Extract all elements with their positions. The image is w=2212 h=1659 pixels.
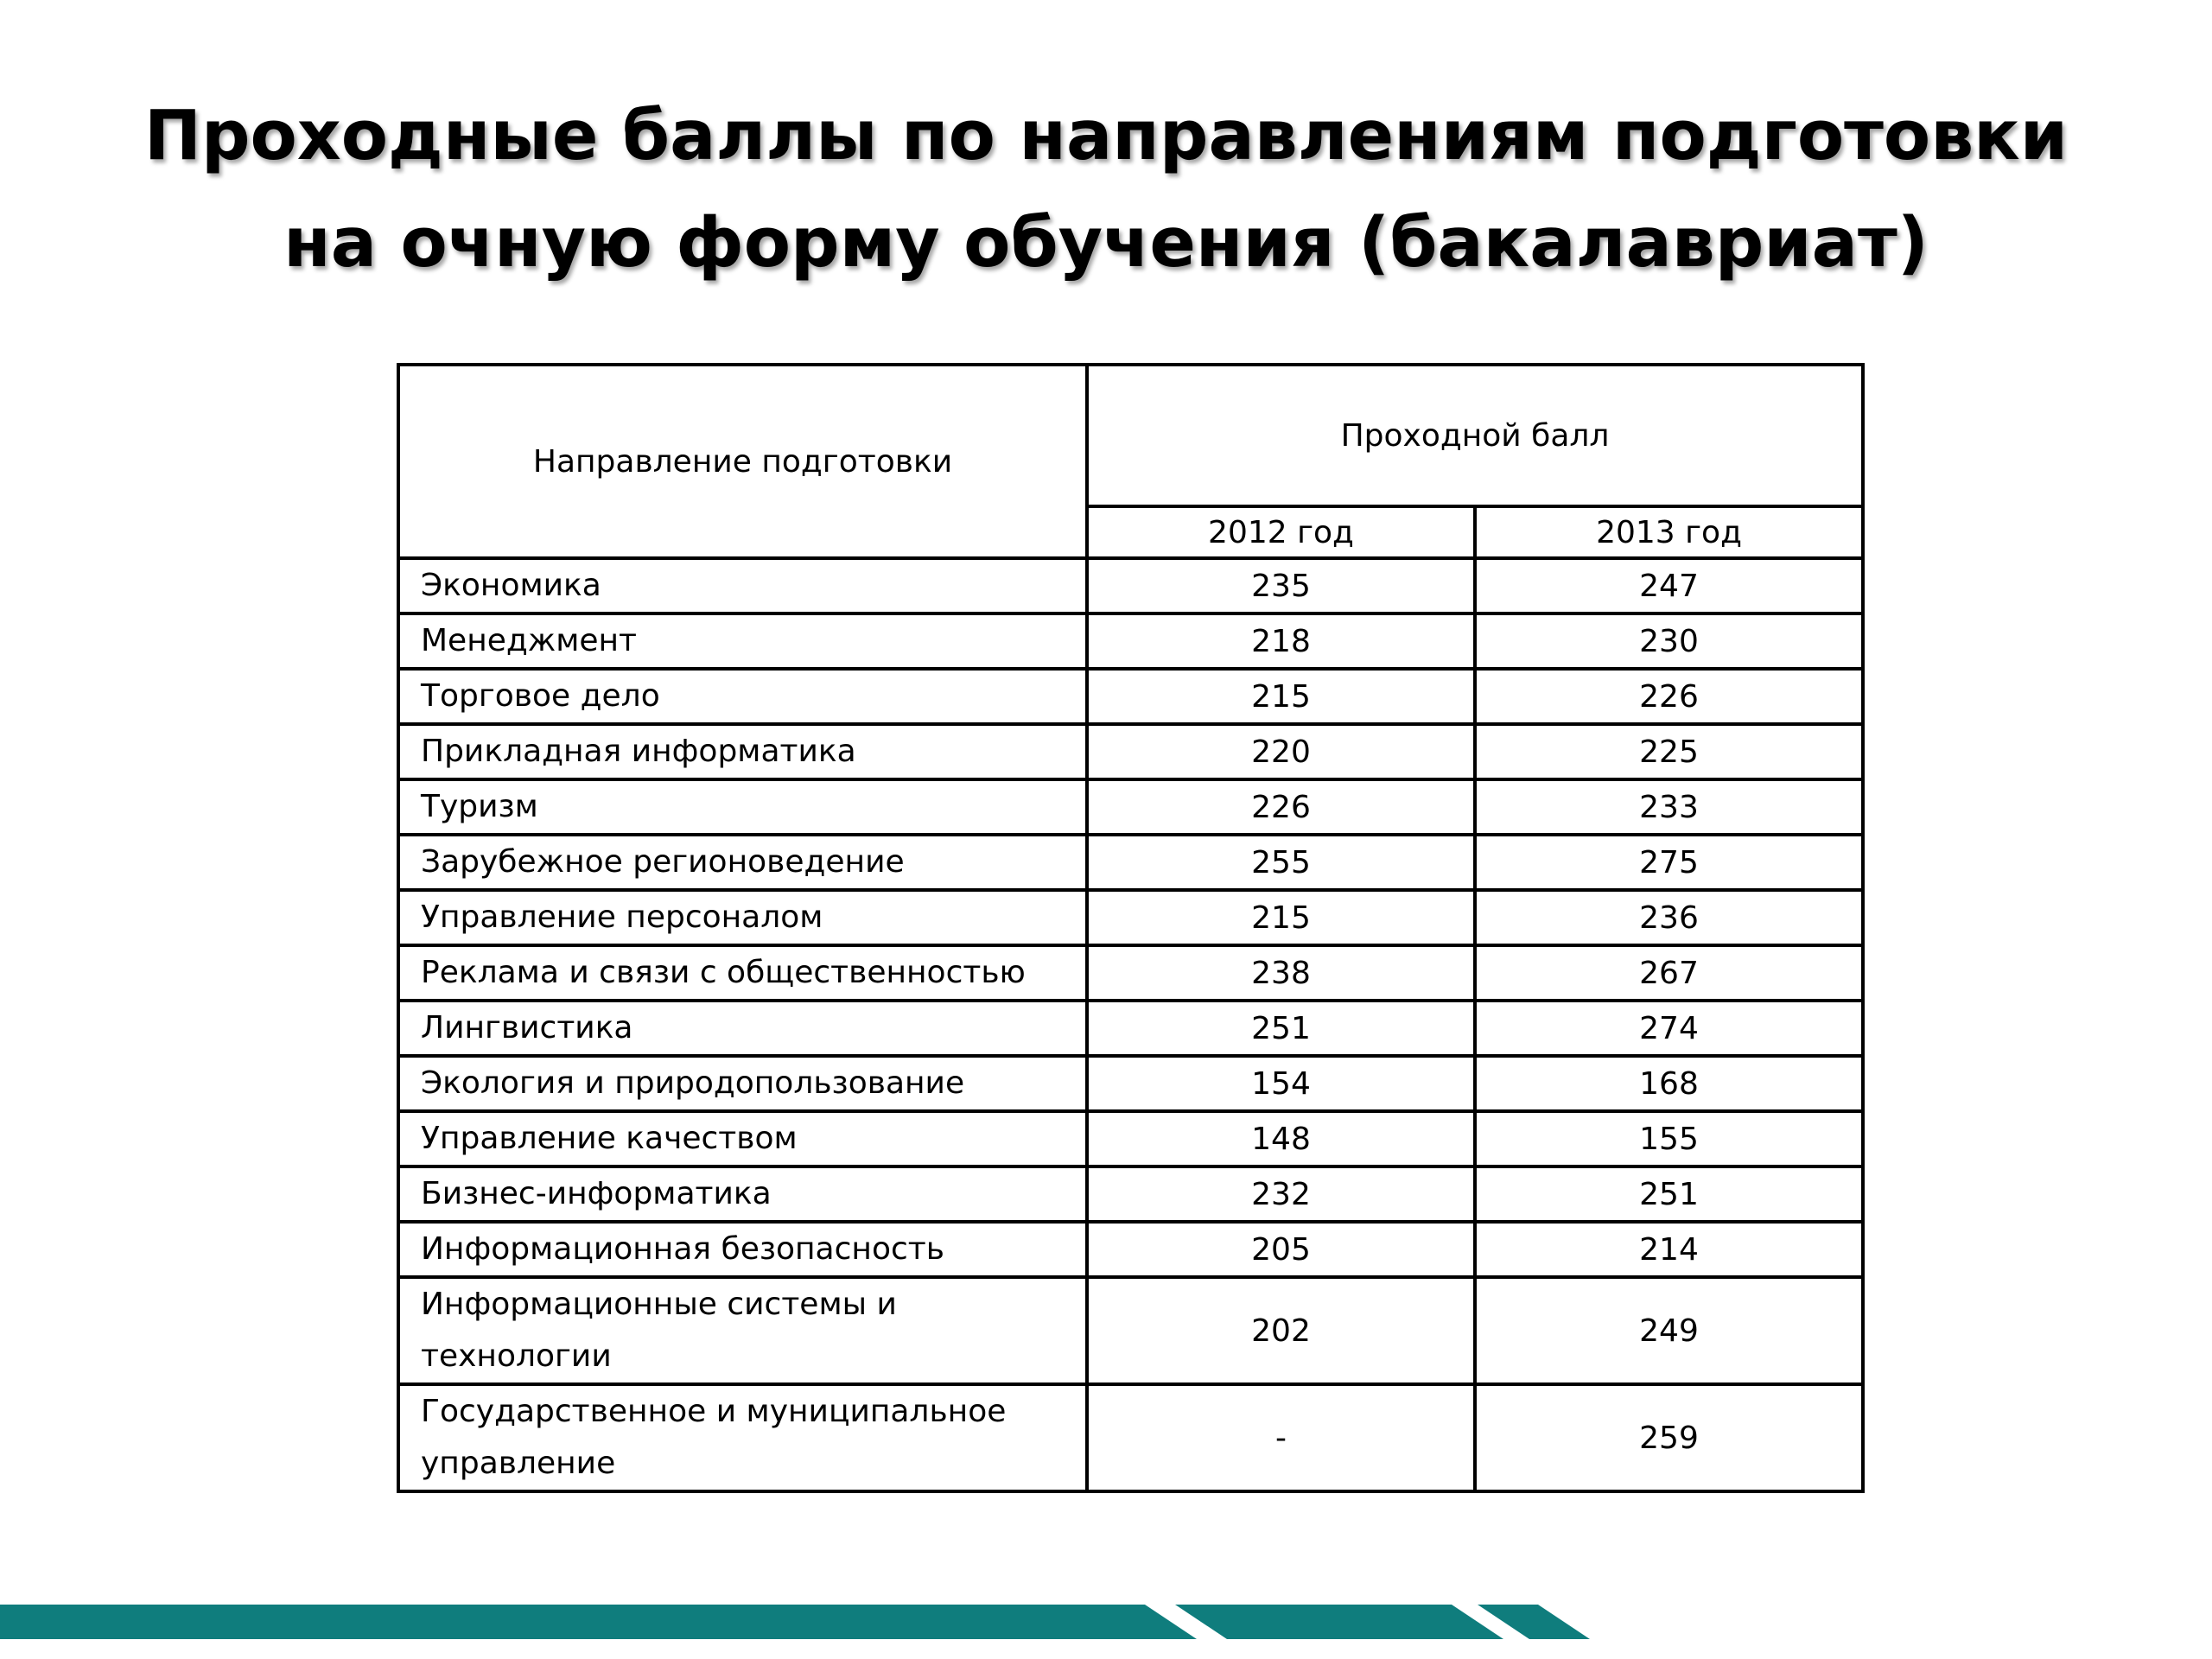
direction-cell: Туризм — [398, 779, 1087, 835]
score-2013-cell: 247 — [1475, 558, 1863, 613]
score-2013-cell: 230 — [1475, 613, 1863, 669]
score-2013-cell: 275 — [1475, 835, 1863, 890]
direction-cell: Государственное и муниципальное управление — [398, 1384, 1087, 1491]
direction-cell: Зарубежное регионоведение — [398, 835, 1087, 890]
score-2013-cell: 214 — [1475, 1222, 1863, 1277]
table-row — [398, 613, 1863, 669]
table-row — [398, 890, 1863, 945]
score-2012-cell: 148 — [1087, 1111, 1475, 1166]
score-2013-cell: 168 — [1475, 1056, 1863, 1111]
score-2013-cell: 226 — [1475, 669, 1863, 724]
direction-cell: Информационные системы и технологии — [398, 1277, 1087, 1384]
direction-cell: Управление качеством — [398, 1111, 1087, 1166]
direction-cell: Реклама и связи с общественностью — [398, 945, 1087, 1001]
score-2013-cell: 155 — [1475, 1111, 1863, 1166]
direction-cell: Менеджмент — [398, 613, 1087, 669]
header-year-2012: 2012 год — [1087, 506, 1475, 558]
score-2013-cell: 259 — [1475, 1384, 1863, 1491]
direction-cell: Бизнес-информатика — [398, 1166, 1087, 1222]
score-2012-cell: 218 — [1087, 613, 1475, 669]
direction-cell: Информационная безопасность — [398, 1222, 1087, 1277]
direction-cell: Торговое дело — [398, 669, 1087, 724]
score-2012-cell: 215 — [1087, 669, 1475, 724]
slide-title — [0, 82, 2212, 296]
stripe-segment-1 — [0, 1605, 1197, 1639]
score-2012-cell: 235 — [1087, 558, 1475, 613]
table-row — [398, 1384, 1863, 1491]
table-row — [398, 1111, 1863, 1166]
score-2012-cell: 220 — [1087, 724, 1475, 779]
score-2012-cell: 205 — [1087, 1222, 1475, 1277]
table-body — [398, 558, 1863, 1491]
table-row — [398, 1166, 1863, 1222]
table-row — [398, 945, 1863, 1001]
score-2012-cell: - — [1087, 1384, 1475, 1491]
table-row — [398, 669, 1863, 724]
footer-decorative-stripe — [0, 1605, 1599, 1639]
score-2012-cell: 232 — [1087, 1166, 1475, 1222]
direction-cell: Управление персоналом — [398, 890, 1087, 945]
passing-scores-table-container — [397, 363, 1861, 1493]
slide-title-line-1: Проходные баллы по направлениям подготовки — [143, 96, 2069, 175]
direction-cell: Экология и природопользование — [398, 1056, 1087, 1111]
table-row — [398, 724, 1863, 779]
score-2012-cell: 238 — [1087, 945, 1475, 1001]
direction-cell: Прикладная информатика — [398, 724, 1087, 779]
table-row — [398, 1277, 1863, 1384]
score-2013-cell: 236 — [1475, 890, 1863, 945]
table-row — [398, 1001, 1863, 1056]
table-row — [398, 779, 1863, 835]
score-2012-cell: 251 — [1087, 1001, 1475, 1056]
score-2013-cell: 233 — [1475, 779, 1863, 835]
header-direction: Направление подготовки — [398, 365, 1087, 558]
score-2012-cell: 154 — [1087, 1056, 1475, 1111]
table-row — [398, 835, 1863, 890]
header-passing-score: Проходной балл — [1087, 365, 1863, 506]
score-2013-cell: 249 — [1475, 1277, 1863, 1384]
slide-title-line-2: на очную форму обучения (бакалавриат) — [283, 203, 1929, 283]
direction-cell: Лингвистика — [398, 1001, 1087, 1056]
table-row — [398, 1222, 1863, 1277]
table-row — [398, 558, 1863, 613]
score-2012-cell: 255 — [1087, 835, 1475, 890]
score-2012-cell: 226 — [1087, 779, 1475, 835]
table-header — [398, 365, 1863, 558]
score-2013-cell: 267 — [1475, 945, 1863, 1001]
passing-scores-table — [397, 363, 1865, 1493]
score-2013-cell: 251 — [1475, 1166, 1863, 1222]
direction-cell: Экономика — [398, 558, 1087, 613]
score-2012-cell: 215 — [1087, 890, 1475, 945]
score-2012-cell: 202 — [1087, 1277, 1475, 1384]
score-2013-cell: 274 — [1475, 1001, 1863, 1056]
stripe-segment-2 — [1175, 1605, 1503, 1639]
score-2013-cell: 225 — [1475, 724, 1863, 779]
table-row — [398, 1056, 1863, 1111]
header-year-2013: 2013 год — [1475, 506, 1863, 558]
